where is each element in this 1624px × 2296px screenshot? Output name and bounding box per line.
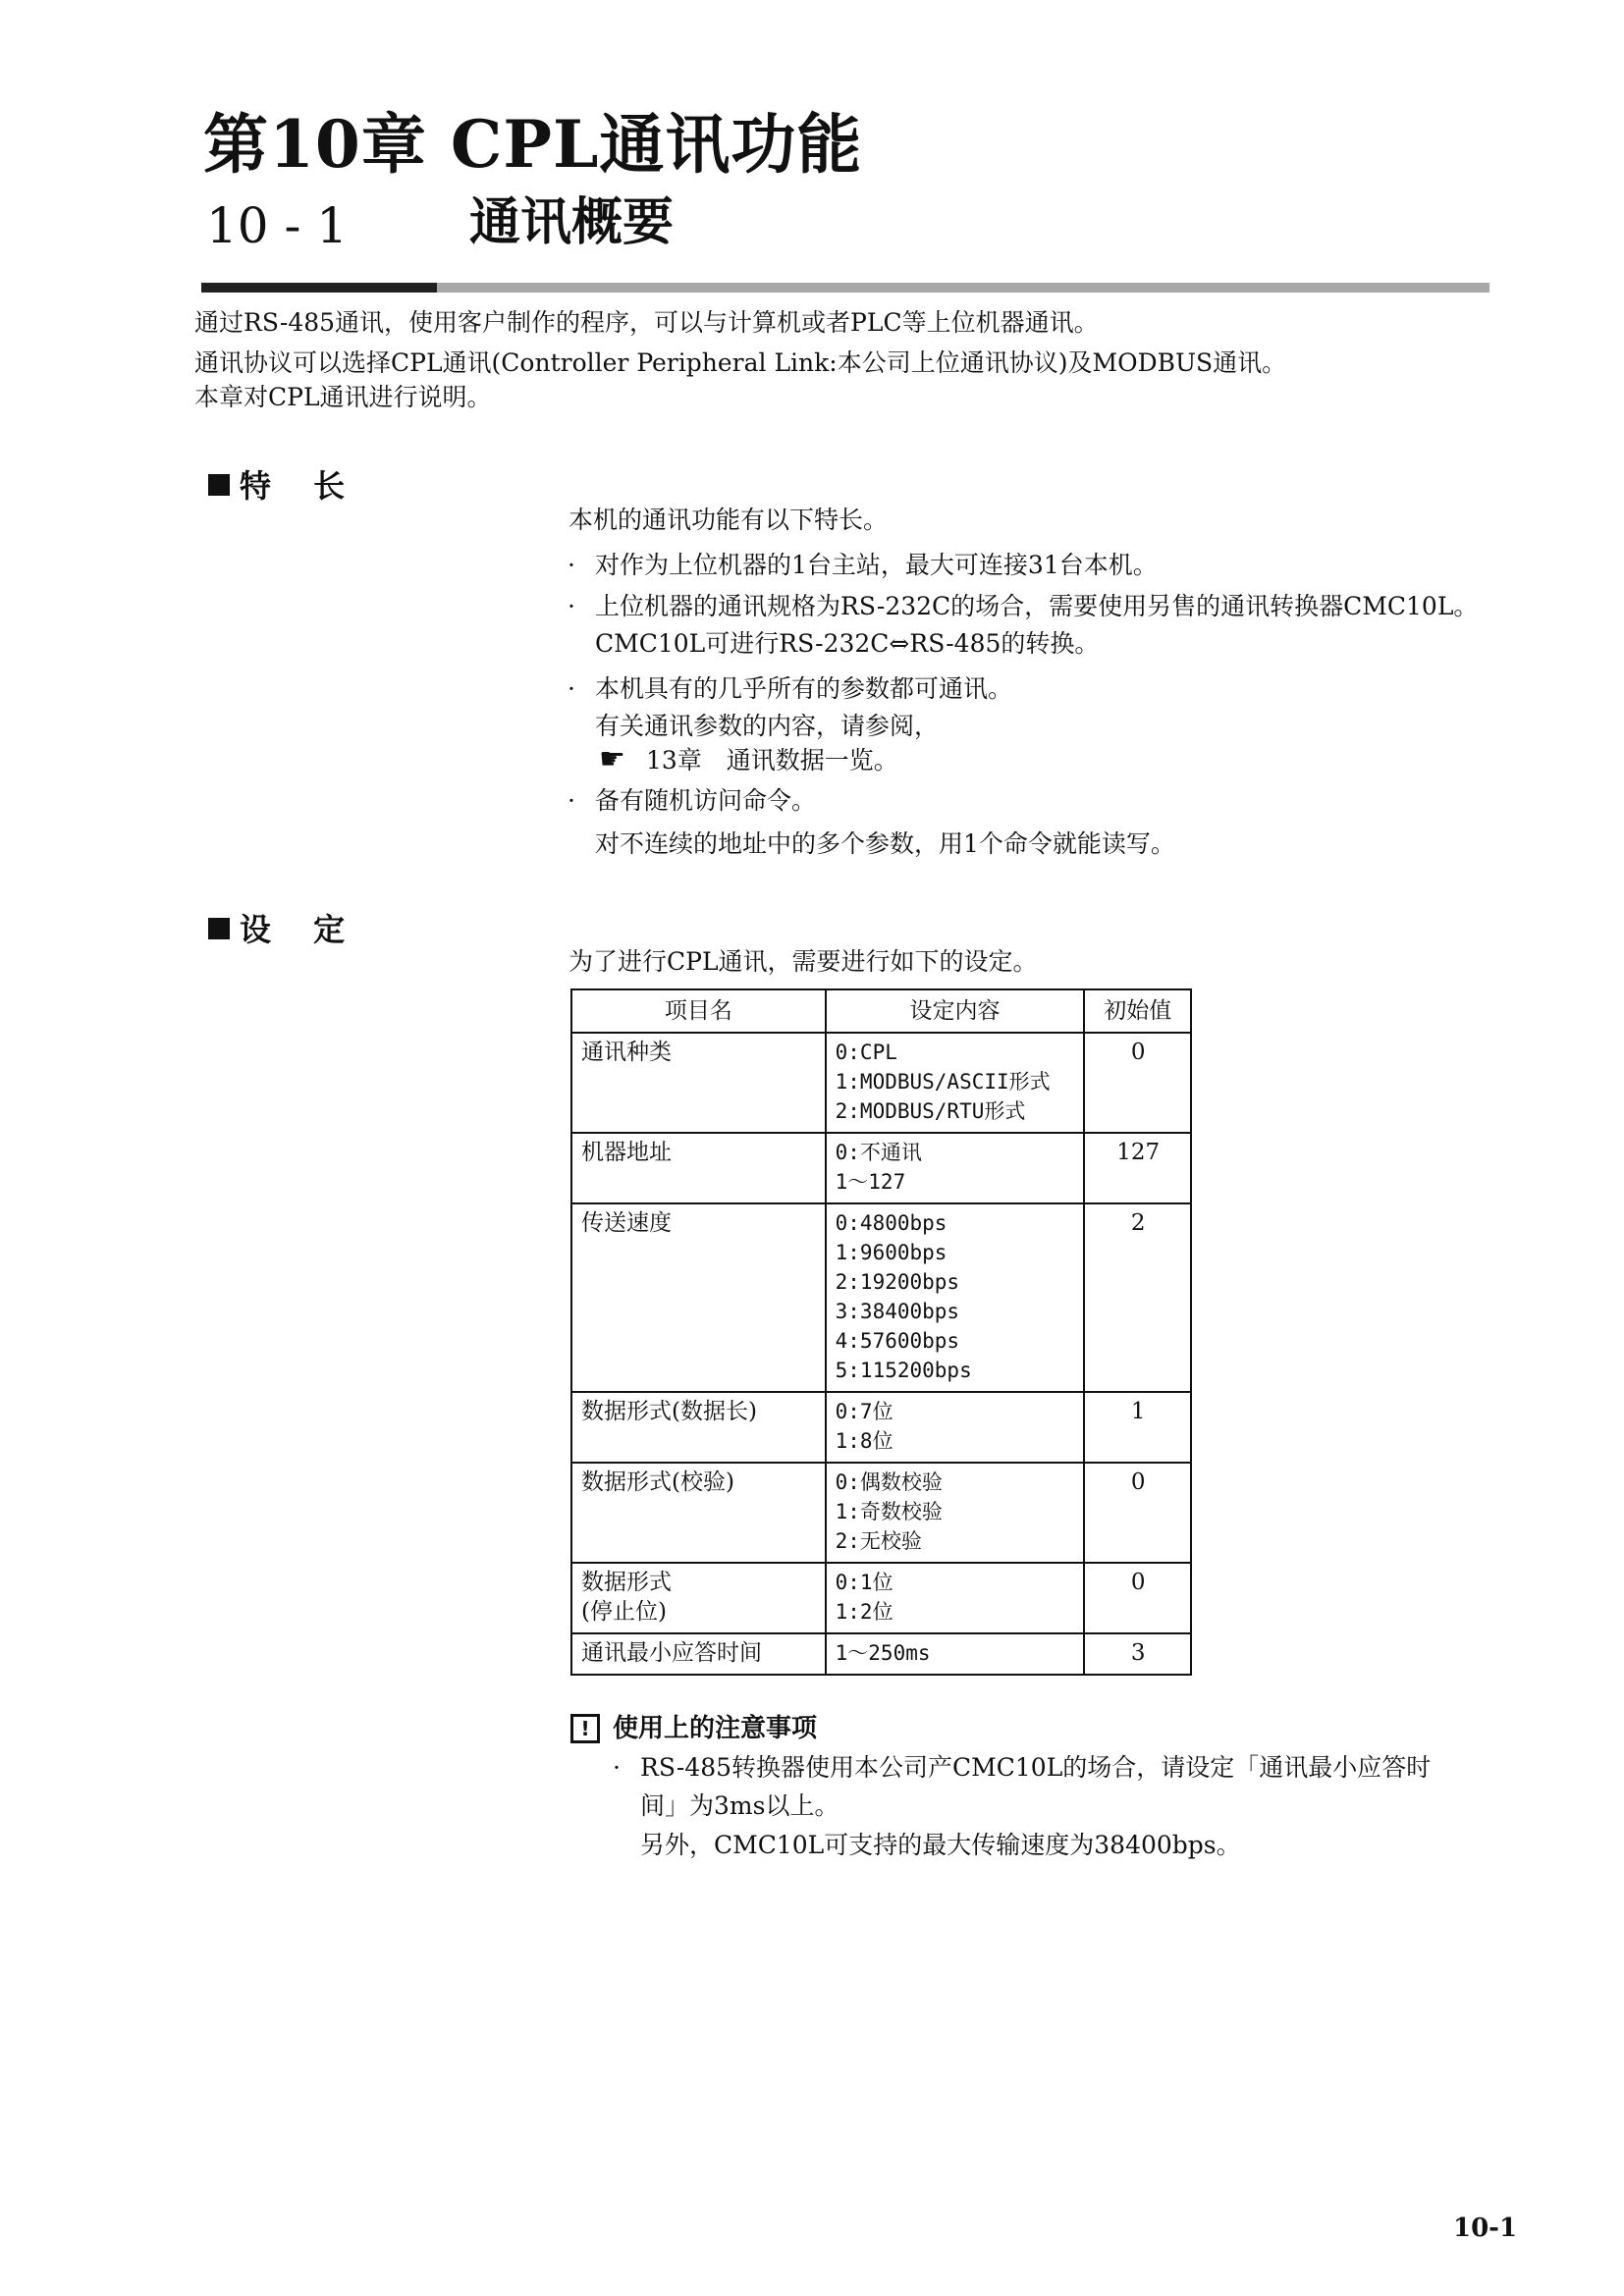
feature-item-cont: 有关通讯参数的内容，请参阅， [595, 712, 940, 740]
table-row [571, 1563, 1191, 1633]
item-name: 机器地址 [571, 1133, 826, 1203]
setting-options [826, 1463, 1085, 1563]
setting-options [826, 1392, 1085, 1463]
default-value: 2 [1084, 1203, 1191, 1392]
default-value: 1 [1084, 1392, 1191, 1463]
chapter-reference: ☛ 13章 通讯数据一览。 [599, 742, 898, 776]
option: 1:8位 [835, 1429, 893, 1453]
option: 3:38400bps [835, 1300, 960, 1323]
intro-line: 通讯协议可以选择CPL通讯(Controller Peripheral Link:本公司上位通讯协议)及MODBUS通讯。 [194, 348, 1287, 377]
item-name: 通讯最小应答时间 [571, 1633, 826, 1675]
feature-item: · 备有随机访问命令。 [568, 786, 817, 815]
column-header: 设定内容 [826, 989, 1085, 1033]
table-row [571, 1463, 1191, 1563]
notice-item: · RS-485转换器使用本公司产CMC10L的场合，请设定「通讯最小应答时 [613, 1753, 1432, 1782]
settings-lead: 为了进行CPL通讯，需要进行如下的设定。 [568, 947, 1038, 976]
title-rule-accent [201, 283, 437, 293]
section-number: 10 - 1 [206, 197, 349, 254]
feature-item: · 上位机器的通讯规格为RS-232C的场合，需要使用另售的通讯转换器CMC10L。 [568, 592, 1479, 620]
table-row [571, 1133, 1191, 1203]
column-header: 初始值 [1084, 989, 1191, 1033]
setting-options [826, 1633, 1085, 1675]
intro-line: 本章对CPL通讯进行说明。 [194, 383, 492, 411]
setting-options [826, 1563, 1085, 1633]
item-name: 数据形式(数据长) [571, 1392, 826, 1463]
option: 1:MODBUS/ASCII形式 [835, 1070, 1051, 1094]
setting-options [826, 1203, 1085, 1392]
section-title: 通讯概要 [469, 192, 675, 252]
square-bullet-icon [208, 918, 230, 939]
option: 0:4800bps [835, 1211, 947, 1235]
setting-options [826, 1033, 1085, 1133]
option: 2:无校验 [835, 1529, 922, 1553]
intro-line: 通过RS-485通讯，使用客户制作的程序，可以与计算机或者PLC等上位机器通讯。 [194, 308, 1099, 337]
features-heading: 特 长 [208, 461, 360, 507]
exclamation-box-icon: ! [570, 1714, 600, 1743]
table-header-row [571, 989, 1191, 1033]
feature-item-cont: 对不连续的地址中的多个参数，用1个命令就能读写。 [595, 829, 1175, 858]
option: 2:MODBUS/RTU形式 [835, 1099, 1026, 1123]
table-row [571, 1203, 1191, 1392]
option: 2:19200bps [835, 1270, 960, 1294]
notice-item-cont: 另外，CMC10L可支持的最大传输速度为38400bps。 [640, 1831, 1241, 1859]
notice-title: 使用上的注意事项 [613, 1714, 818, 1743]
feature-item: · 对作为上位机器的1台主站，最大可连接31台本机。 [568, 551, 1158, 579]
option: 1～250ms [835, 1641, 931, 1665]
chapter-title: 第10章 CPL通讯功能 [203, 106, 863, 183]
notice-item-cont: 间」为3ms以上。 [640, 1791, 839, 1820]
setting-options [826, 1133, 1085, 1203]
default-value: 0 [1084, 1033, 1191, 1133]
page-number: 10-1 [1453, 2214, 1518, 2243]
square-bullet-icon [208, 474, 230, 496]
settings-table [570, 988, 1192, 1676]
features-lead: 本机的通讯功能有以下特长。 [568, 506, 889, 534]
pointing-hand-icon: ☛ [599, 742, 625, 776]
option: 5:115200bps [835, 1359, 972, 1382]
feature-item-cont: CMC10L可进行RS-232C⇔RS-485的转换。 [595, 629, 1100, 658]
table-row [571, 1033, 1191, 1133]
default-value: 0 [1084, 1463, 1191, 1563]
feature-item: · 本机具有的几乎所有的参数都可通讯。 [568, 674, 1013, 703]
option: 0:1位 [835, 1571, 893, 1594]
default-value: 0 [1084, 1563, 1191, 1633]
option: 1:奇数校验 [835, 1500, 943, 1523]
option: 4:57600bps [835, 1329, 960, 1353]
table-row [571, 1633, 1191, 1675]
option: 0:偶数校验 [835, 1470, 943, 1494]
default-value: 127 [1084, 1133, 1191, 1203]
item-name: 传送速度 [571, 1203, 826, 1392]
item-name: 通讯种类 [571, 1033, 826, 1133]
column-header: 项目名 [571, 989, 826, 1033]
settings-heading: 设 定 [208, 905, 360, 950]
option: 0:CPL [835, 1041, 897, 1064]
option: 1～127 [835, 1170, 906, 1194]
option: 0:不通讯 [835, 1141, 922, 1164]
item-name: 数据形式 (停止位) [571, 1563, 826, 1633]
table-row [571, 1392, 1191, 1463]
option: 0:7位 [835, 1400, 893, 1423]
option: 1:9600bps [835, 1241, 947, 1264]
item-name: 数据形式(校验) [571, 1463, 826, 1563]
option: 1:2位 [835, 1600, 893, 1624]
default-value: 3 [1084, 1633, 1191, 1675]
